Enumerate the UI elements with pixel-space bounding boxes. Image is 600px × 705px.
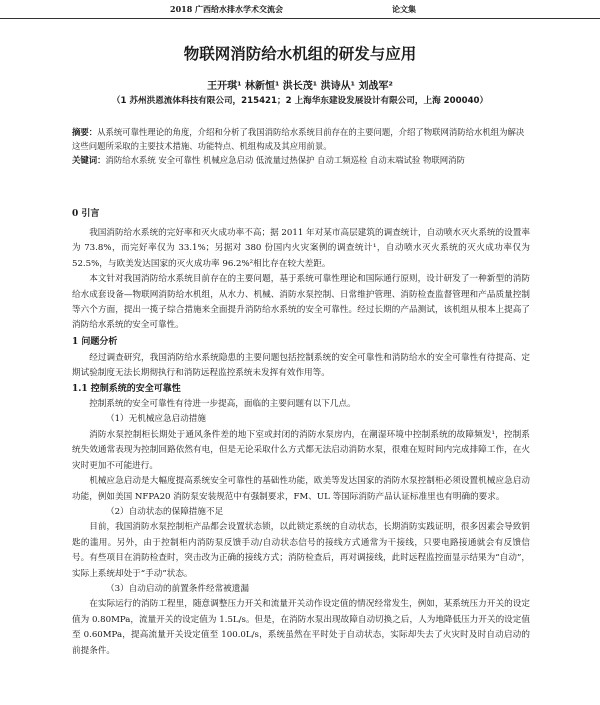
item-heading-auto-state: （2）自动状态的保障措施不足 — [106, 506, 224, 517]
body-paragraph: 在实际运行的消防工程里，随意调整压力开关和流量开关动作设定值的情况经常发生，例如，某系统压力开关的设定值为 0.80MPa，流量开关的设定值为 1.5L/s。但是，在消防水泵出现故障自动切换之后，人为地降低压力开关的设定值至 0.60MPa，提高流量开关设定值至 100.0L/s，系统虽然在平时处于自动状态，实际却失去了火灾时及时自动启动的前提条件。 — [72, 599, 530, 656]
abstract-paragraph — [72, 125, 527, 153]
item-heading-mechanical-start: （1）无机械应急启动措施 — [106, 414, 206, 425]
header-conference: 2018 广西给水排水学术交流会 — [170, 4, 284, 14]
header-proceedings: 论文集 — [392, 4, 416, 14]
running-header — [0, 0, 600, 19]
body-paragraph: 消防水泵控制柜长期处于通风条件差的地下室或封闭的消防水泵房内，在潮湿环境中控制系统的故障频发¹，控制系统失效通常表现为控制回路依然有电，但是无论采取什么方式都无法启动消防水泵，很难在短时间内完成排障工作，在火灾时更加不可能进行。 — [72, 429, 530, 471]
body-paragraph: 本文针对我国消防给水系统目前存在的主要问题，基于系统可靠性理论和国际通行原则，设计研发了一种新型的消防给水成套设备—物联网消防给水机组，从水力、机械、消防水泵控制、日常维护管理、消防检查监督管理和产品质量控制等六个方面，提出一揽子综合措施来全面提升消防给水系统的安全可靠性。经过长期的产品测试，该机组从根本上提高了消防给水系统的安全可靠性。 — [72, 274, 530, 331]
section-heading-problem-analysis: 1 问题分析 — [72, 336, 118, 347]
body-paragraph: 控制系统的安全可靠性有待进一步提高，面临的主要问题有以下几点。 — [89, 399, 356, 410]
body-paragraph: 我国消防给水系统的完好率和灭火成功率不高；据 2011 年对某市高层建筑的调查统计，自动喷水灭火系统的设置率为 73.8%，而完好率仅为 33.1%；另据对 380 份国内火灾案例的调查统计¹，自动喷水灭火系统的灭火成功率仅为 52.5%，与欧美发达国家的灭火成功率 96.2%²相比存在较大差距。 — [72, 228, 530, 269]
paper-title: 物联网消防给水机组的研发与应用 — [183, 45, 417, 63]
item-heading-auto-start-conditions: （3）自动启动的前置条件经常被遗漏 — [106, 583, 249, 594]
body-paragraph: 目前，我国消防水泵控制柜产品都会设置状态锁，以此锁定系统的自动状态，长期消防实践证明，很多因素会导致钥匙的滥用。另外，由于控制柜内消防泵反馈手动/自动状态信号的接线方式通常为干接线，只要电路接通就会有反馈信号。有些项目在消防检查时，突击改为正确的接线方式；消防检查后，再对调接线，此时远程监控面显示结果为“自动”，实际上系统却处于“手动”状态。 — [72, 522, 530, 579]
abstract-label: 摘要： — [72, 127, 98, 137]
abstract-text: 从系统可靠性理论的角度，介绍和分析了我国消防给水系统目前存在的主要问题，介绍了物联网消防给水机组为解决这些问题所采取的主要技术措施、功能特点、机组构成及其应用前景。 — [72, 127, 525, 151]
keywords-label: 关键词： — [72, 155, 106, 165]
body-paragraph: 机械应急启动是大幅度提高系统安全可靠性的基础性功能，欧美等发达国家的消防水泵控制柜必须设置机械应急启动功能，例如美国 NFPA20 消防泵安装规范中有强制要求，FM、UL 等国际消防产品认证标准里也有明确的要求。 — [72, 476, 530, 502]
keywords-paragraph — [72, 153, 527, 167]
paper-authors: 王开琪¹ 林新恒¹ 洪长茂¹ 洪诗从¹ 刘战军² — [207, 81, 393, 92]
paper-body — [72, 206, 530, 659]
paper-affiliation: （1 苏州洪恩流体科技有限公司，215421；2 上海华东建设发展设计有限公司，上海 200040） — [111, 96, 489, 106]
subsection-heading-control-reliability: 1.1 控制系统的安全可靠性 — [72, 383, 181, 394]
section-heading-introduction: 0 引言 — [72, 209, 100, 219]
keywords-text: 消防给水系统 安全可靠性 机械应急启动 低流量过热保护 自动工频巡检 自动末端试验 物联网消防 — [105, 155, 465, 165]
body-paragraph: 经过调查研究，我国消防给水系统隐患的主要问题包括控制系统的安全可靠性和消防给水的安全可靠性有待提高、定期试验制度无法长期彻执行和消防远程监控系统未发挥有效作用等。 — [72, 352, 530, 379]
abstract-block — [72, 125, 527, 167]
